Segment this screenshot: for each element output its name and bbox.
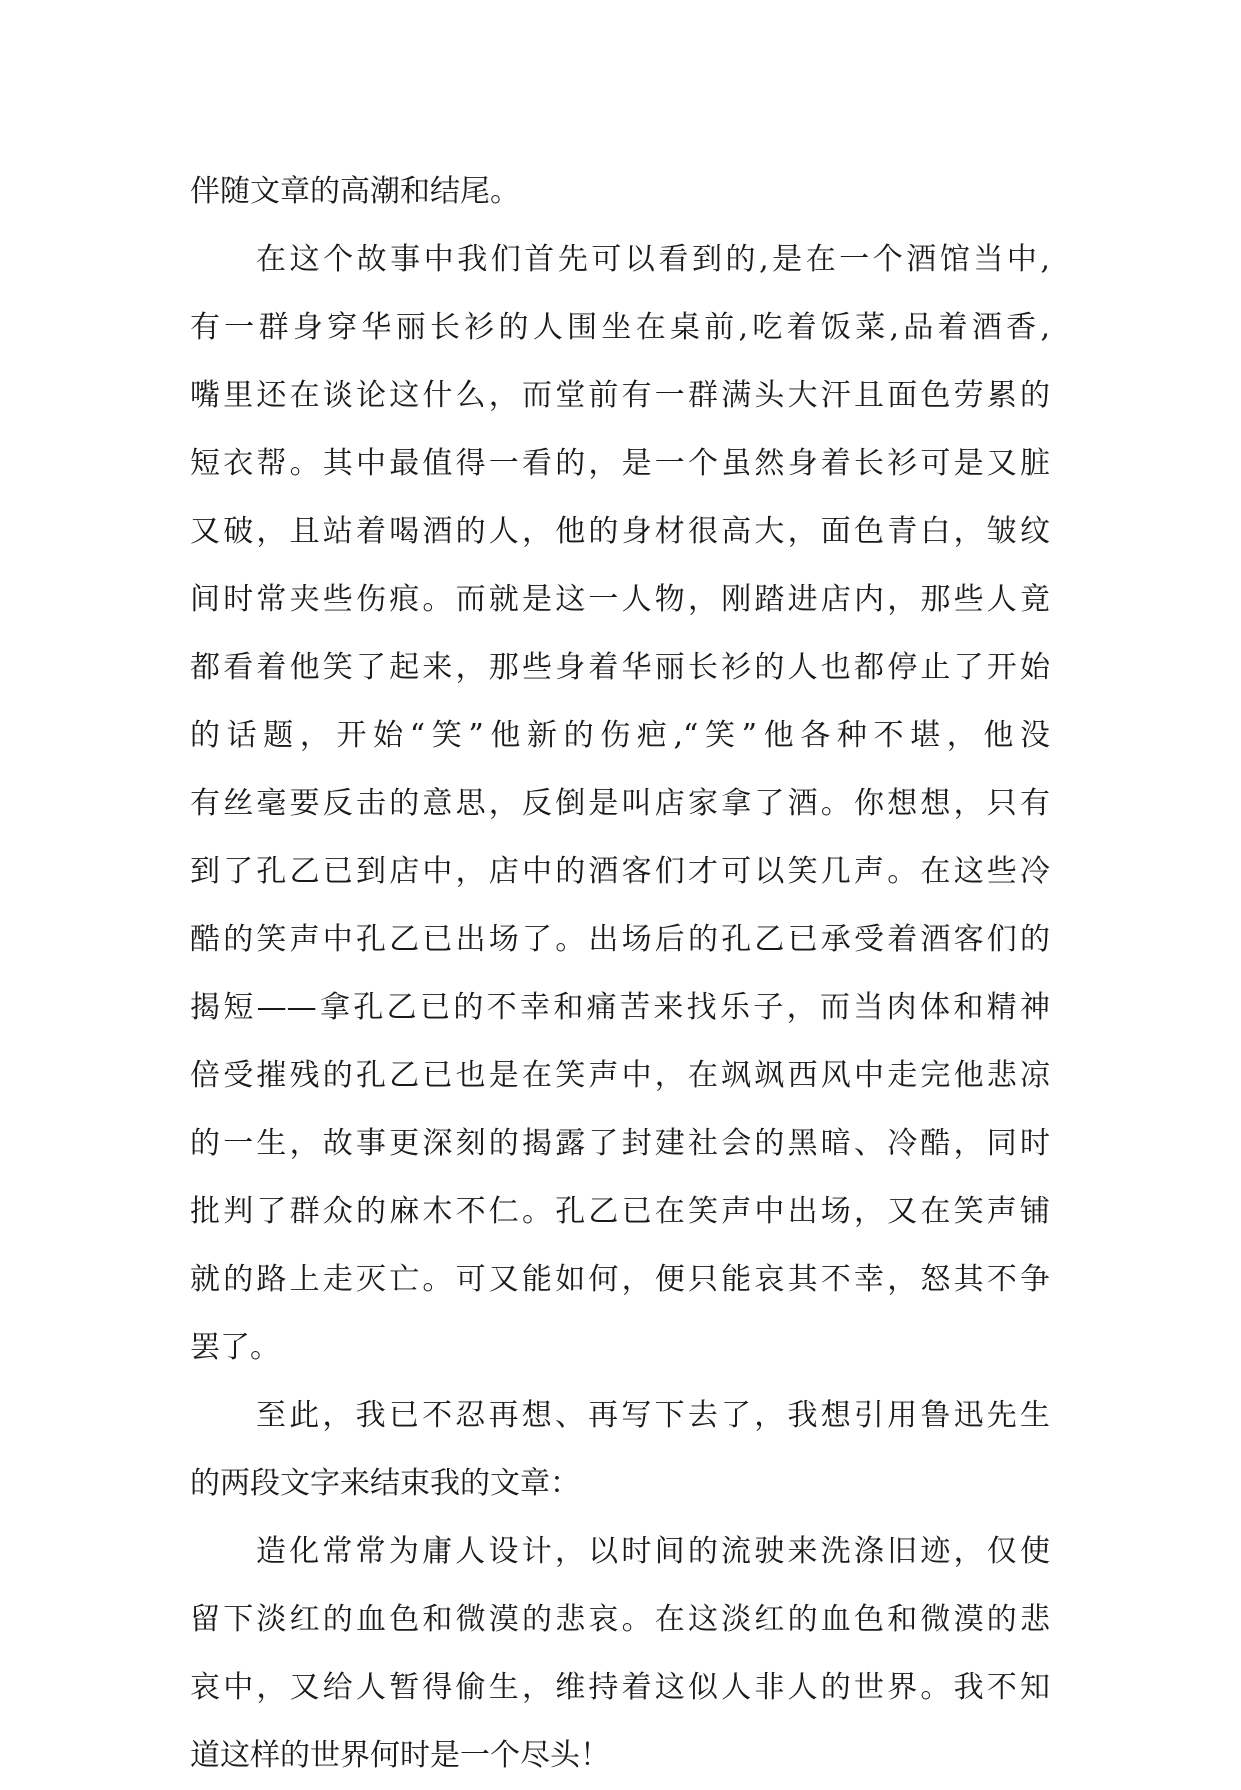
text-line: 酷的笑声中孔乙已出场了。出场后的孔乙已承受着酒客们的: [190, 922, 1050, 957]
paragraph-first-line: 至此，我已不忍再想、再写下去了，我想引用鲁迅先生: [256, 1398, 1050, 1433]
text-line: 道这样的世界何时是一个尽头！: [190, 1738, 610, 1773]
text-line: 批判了群众的麻木不仁。孔乙已在笑声中出场，又在笑声铺: [190, 1194, 1050, 1229]
text-line: 留下淡红的血色和微漠的悲哀。在这淡红的血色和微漠的悲: [190, 1602, 1050, 1637]
text-line: 就的路上走灭亡。可又能如何，便只能哀其不幸，怒其不争: [190, 1262, 1050, 1297]
text-line: 短衣帮。其中最值得一看的，是一个虽然身着长衫可是又脏: [190, 446, 1050, 481]
text-line: 的一生，故事更深刻的揭露了封建社会的黑暗、冷酷，同时: [190, 1126, 1050, 1161]
text-line: 都看着他笑了起来，那些身着华丽长衫的人也都停止了开始: [190, 650, 1050, 685]
document-page: [190, 158, 1050, 1790]
text-line: 哀中，又给人暂得偷生，维持着这似人非人的世界。我不知: [190, 1670, 1050, 1705]
text-line: 的话题，开始“笑”他新的伤疤,“笑”他各种不堪，他没: [190, 718, 1050, 753]
text-line: 有一群身穿华丽长衫的人围坐在桌前,吃着饭菜,品着酒香,: [190, 310, 1050, 345]
paragraph-first-line: 造化常常为庸人设计，以时间的流驶来洗涤旧迹，仅使: [256, 1534, 1050, 1569]
text-line: 又破，且站着喝酒的人，他的身材很高大，面色青白，皱纹: [190, 514, 1050, 549]
text-line: 倍受摧残的孔乙已也是在笑声中，在飒飒西风中走完他悲凉: [190, 1058, 1050, 1093]
text-line: 到了孔乙已到店中，店中的酒客们才可以笑几声。在这些冷: [190, 854, 1050, 889]
text-line: 揭短——拿孔乙已的不幸和痛苦来找乐子，而当肉体和精神: [190, 990, 1050, 1025]
text-line: 罢了。: [190, 1330, 280, 1365]
text-line: 嘴里还在谈论这什么，而堂前有一群满头大汗且面色劳累的: [190, 378, 1050, 413]
paragraph-first-line: 在这个故事中我们首先可以看到的,是在一个酒馆当中,: [256, 242, 1050, 277]
text-line: 的两段文字来结束我的文章：: [190, 1466, 580, 1501]
text-line: 伴随文章的高潮和结尾。: [190, 174, 520, 209]
text-line: 有丝毫要反击的意思，反倒是叫店家拿了酒。你想想，只有: [190, 786, 1050, 821]
text-line: 间时常夹些伤痕。而就是这一人物，刚踏进店内，那些人竟: [190, 582, 1050, 617]
